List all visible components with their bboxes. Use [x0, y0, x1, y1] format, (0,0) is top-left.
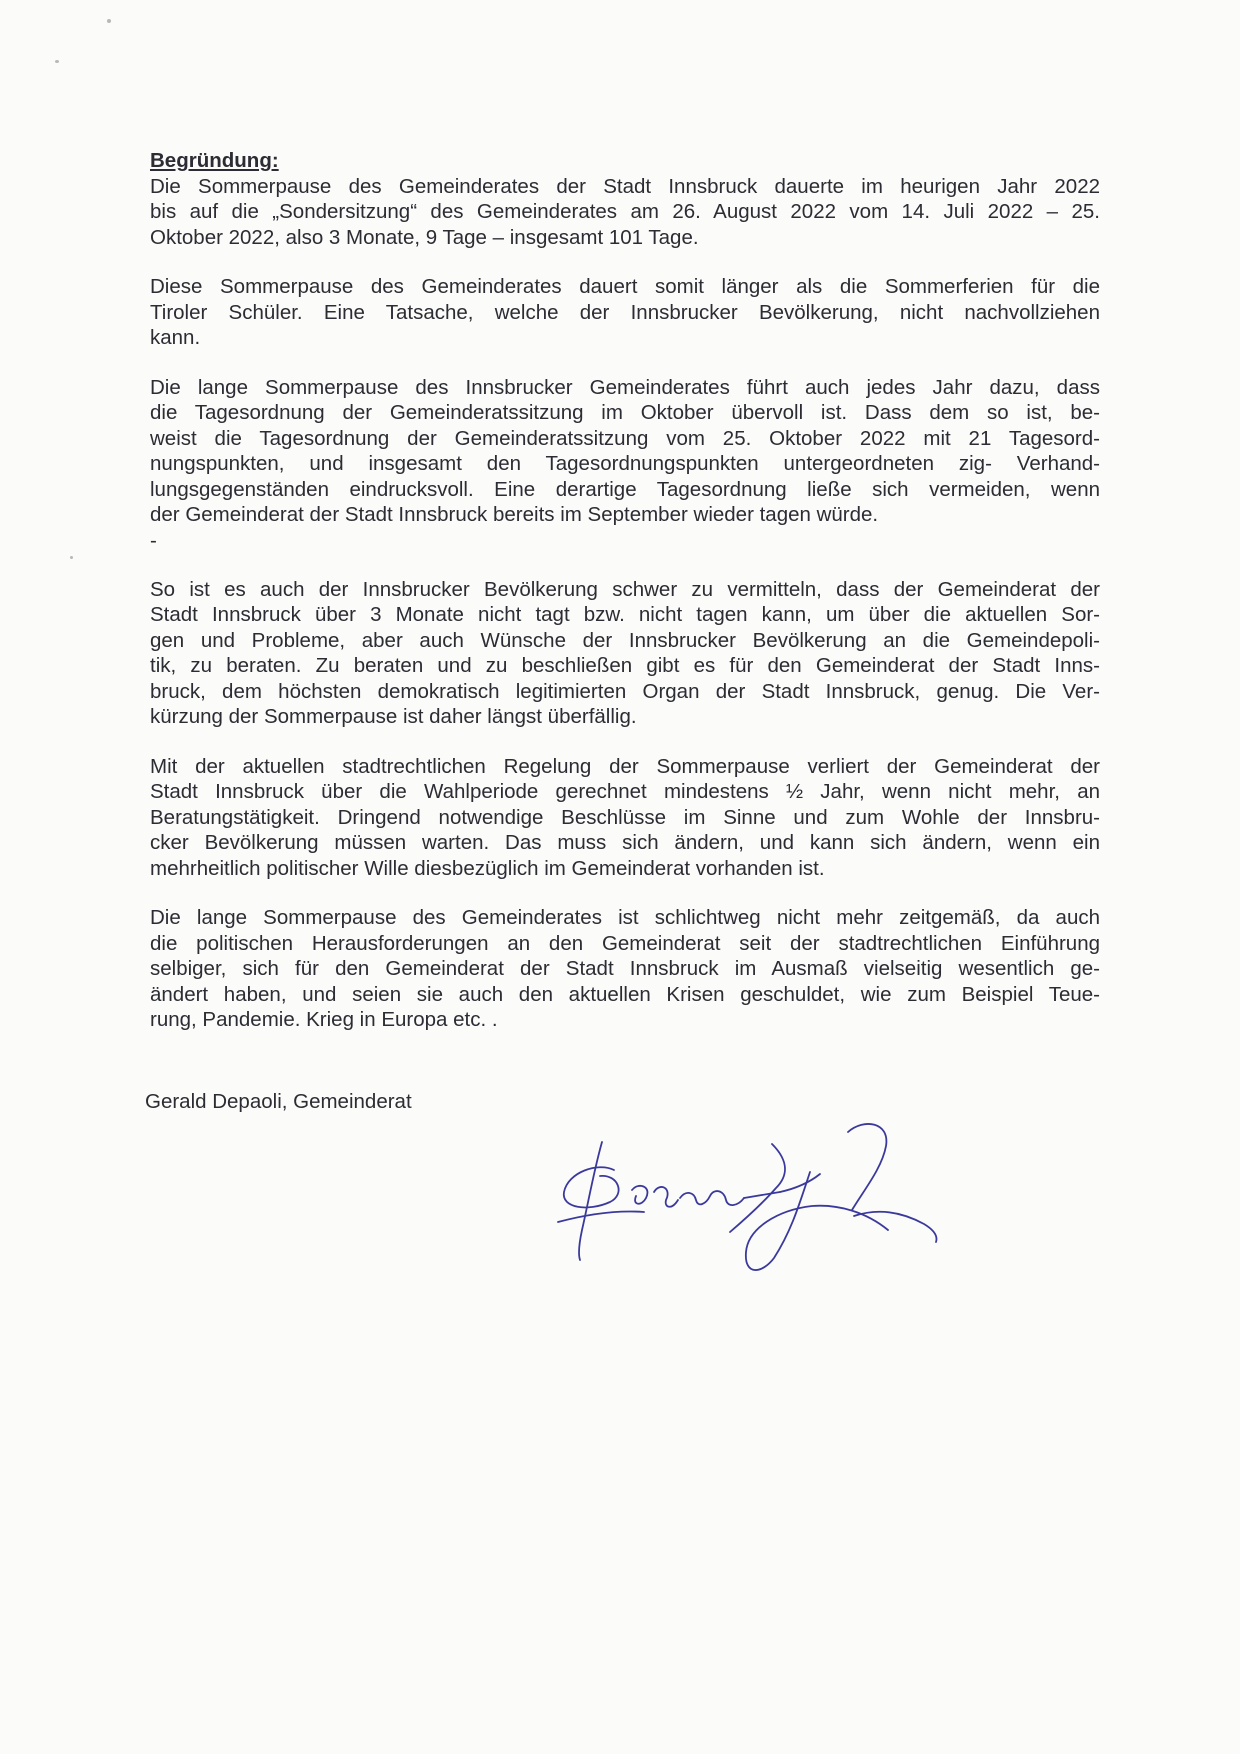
paragraph-line: kürzung der Sommerpause ist daher längst überfällig.	[150, 705, 637, 728]
paragraph	[150, 905, 1100, 1033]
paragraph-line: ändert haben, und seien sie auch den aktuellen Krisen geschuldet, wie zum Beispiel Teue-	[150, 982, 1100, 1006]
paragraph-line: rung, Pandemie. Krieg in Europa etc. .	[150, 1008, 498, 1031]
paragraph	[150, 274, 1100, 351]
scan-speck	[107, 19, 111, 23]
paragraph-line: bruck, dem höchsten demokratisch legitimierten Organ der Stadt Innsbruck, genug. Die Ver-	[150, 679, 1100, 703]
paragraph	[150, 174, 1100, 251]
paragraph-line: Stadt Innsbruck über 3 Monate nicht tagt bzw. nicht tagen kann, um über die aktuellen Sor-	[150, 603, 1100, 626]
paragraph-line: selbiger, sich für den Gemeinderat der Stadt Innsbruck im Ausmaß vielseitig wesentlich ge-	[150, 957, 1100, 980]
paragraph-line: Oktober 2022, also 3 Monate, 9 Tage – insgesamt 101 Tage.	[150, 225, 699, 249]
paragraph-line: bis auf die „Sondersitzung“ des Gemeinderates am 26. August 2022 vom 14. Juli 2022 – 25.	[150, 200, 1100, 223]
paragraph-line: Die Sommerpause des Gemeinderates der Stadt Innsbruck dauerte im heurigen Jahr 2022	[150, 174, 1100, 198]
paragraph	[150, 754, 1100, 882]
paragraph-line: nungspunkten, und insgesamt den Tagesordnungspunkten untergeordneten zig- Verhand-	[150, 452, 1100, 475]
paragraph-container	[150, 174, 1100, 1033]
paragraph-line: Diese Sommerpause des Gemeinderates dauert somit länger als die Sommerferien für die	[150, 275, 1100, 298]
paragraph-line: Stadt Innsbruck über die Wahlperiode gerechnet mindestens ½ Jahr, wenn nicht mehr, an	[150, 780, 1100, 803]
paragraph-line: Beratungstätigkeit. Dringend notwendige Beschlüsse im Sinne und zum Wohle der Innsbru-	[150, 805, 1100, 829]
stray-dash: -	[150, 528, 157, 552]
paragraph-line: cker Bevölkerung müssen warten. Das muss sich ändern, und kann sich ändern, wenn ein	[150, 831, 1100, 854]
scan-speck	[55, 60, 59, 63]
paragraph-line: die Tagesordnung der Gemeinderatssitzung im Oktober übervoll ist. Dass dem so ist, be-	[150, 401, 1100, 424]
author-signoff: Gerald Depaoli, Gemeinderat	[145, 1090, 412, 1113]
paragraph-line: Tiroler Schüler. Eine Tatsache, welche der Innsbrucker Bevölkerung, nicht nachvollziehen	[150, 300, 1100, 324]
paragraph-line: Die lange Sommerpause des Innsbrucker Gemeinderates führt auch jedes Jahr dazu, dass	[150, 375, 1100, 399]
handwritten-signature	[548, 1112, 988, 1282]
paragraph	[150, 375, 1100, 528]
paragraph-line: die politischen Herausforderungen an den Gemeinderat seit der stadtrechtlichen Einführung	[150, 931, 1100, 955]
paragraph-line: mehrheitlich politischer Wille diesbezüglich im Gemeinderat vorhanden ist.	[150, 856, 825, 880]
paragraph-line: Die lange Sommerpause des Gemeinderates ist schlichtweg nicht mehr zeitgemäß, da auch	[150, 906, 1100, 929]
paragraph-line: lungsgegenständen eindrucksvoll. Eine derartige Tagesordnung ließe sich vermeiden, wenn	[150, 477, 1100, 501]
scan-speck	[70, 556, 73, 559]
paragraph-line: der Gemeinderat der Stadt Innsbruck bereits im September wieder tagen würde.	[150, 503, 879, 526]
document-heading: Begründung:	[150, 149, 279, 172]
paragraph-line: Mit der aktuellen stadtrechtlichen Regelung der Sommerpause verliert der Gemeinderat der	[150, 754, 1100, 778]
paragraph-line: weist die Tagesordnung der Gemeinderatssitzung vom 25. Oktober 2022 mit 21 Tagesord-	[150, 426, 1100, 450]
paragraph-line: So ist es auch der Innsbrucker Bevölkerung schwer zu vermitteln, dass der Gemeinderat der	[150, 577, 1100, 601]
paragraph-line: kann.	[150, 326, 201, 349]
paragraph-line: tik, zu beraten. Zu beraten und zu beschließen gibt es für den Gemeinderat der Stadt Inns-	[150, 654, 1100, 677]
paragraph	[150, 577, 1100, 730]
document-body	[150, 148, 1100, 1057]
paragraph-line: gen und Probleme, aber auch Wünsche der Innsbrucker Bevölkerung an die Gemeindepoli-	[150, 628, 1100, 652]
